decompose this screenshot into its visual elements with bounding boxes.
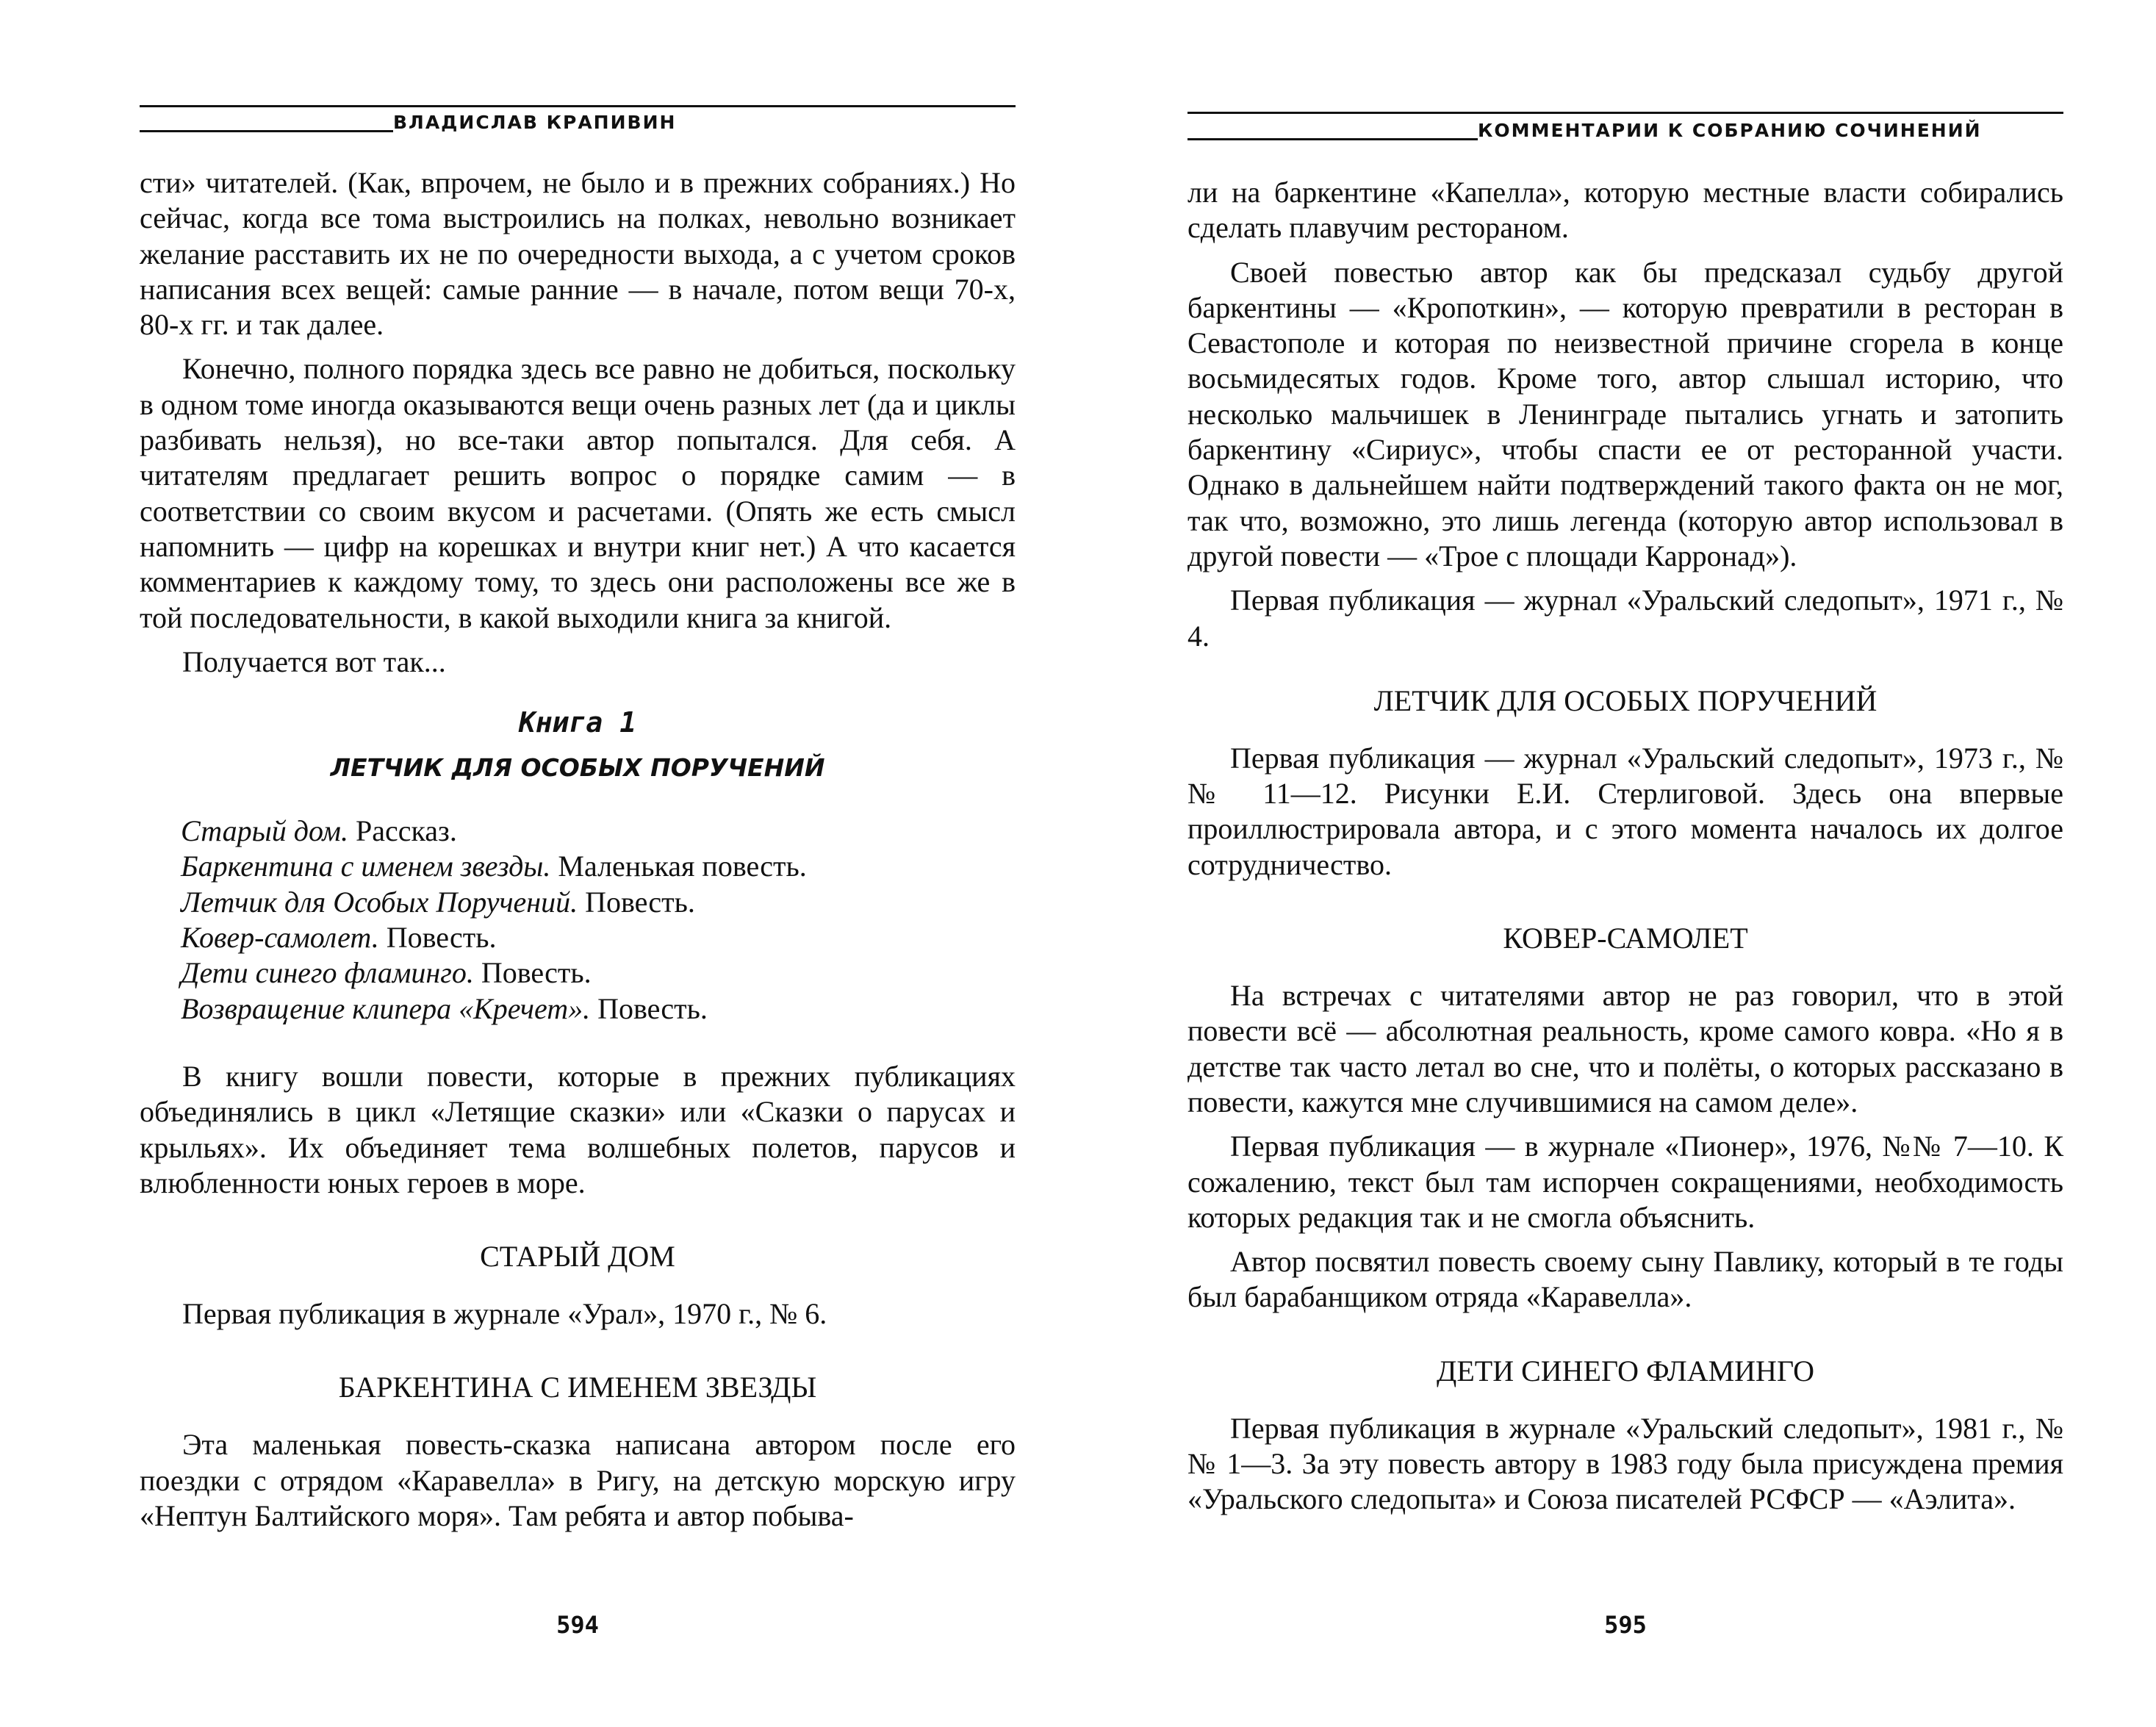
book-subtitle: ЛЕТЧИК ДЛЯ ОСОБЫХ ПОРУЧЕНИЙ <box>330 753 825 783</box>
contents-item <box>181 814 1016 849</box>
contents-item <box>181 849 1016 884</box>
contents-work-title: Летчик для Особых Поручений. <box>181 885 578 919</box>
paragraph: Первая публикация в журнале «Урал», 1970 г., № 6. <box>182 1297 827 1331</box>
contents-genre: Повесть. <box>585 885 695 919</box>
section-title: КОВЕР-САМОЛЕТ <box>1503 922 1748 955</box>
running-header-title: КОММЕНТАРИИ К СОБРАНИЮ СОЧИНЕНИЙ <box>1478 120 1982 141</box>
contents-genre: Повесть. <box>481 956 592 990</box>
paragraph: Автор посвятил повесть своему сыну Павлику, который в те годы был барабанщиком отряда «Каравелла». <box>1187 1245 2063 1314</box>
paragraph: Первая публикация — журнал «Уральский следопыт», 1971 г., № 4. <box>1187 584 2063 653</box>
contents-work-title: Ковер-самолет. <box>181 921 379 955</box>
contents-item <box>181 920 1016 955</box>
contents-work-title: Дети синего фламинго. <box>181 956 474 990</box>
running-header <box>1187 120 2063 146</box>
header-rule <box>140 130 393 132</box>
contents-item <box>181 955 1016 991</box>
paragraph: Конечно, полного порядка здесь все равно не добиться, поскольку в одном томе иногда оказываются вещи очень разных лет (да и циклы разбивать нельзя), но все-таки автор попытался. Для себя. А читателям предлагает решить вопрос о порядке самим — в соответствии со своим вкусом и расчетами. (Опять же есть смысл напомнить — цифр на корешках и внутри книг нет.) А что касается комментариев к каждому тому, то здесь они расположены все же в той последовательности, в какой выходили книга за книгой. <box>140 352 1016 634</box>
contents-genre: Маленькая повесть. <box>558 850 807 883</box>
page-number: 594 <box>556 1611 599 1639</box>
book-title: Книга 1 <box>518 706 637 739</box>
contents-work-title: Баркентина с именем звезды. <box>181 850 551 883</box>
contents-item <box>181 885 1016 920</box>
paragraph: Первая публикация в журнале «Уральский следопыт», 1981 г., №№ 1—3. За эту повесть автору в 1983 году была присуждена премия «Уральского следопыта» и Союза писателей РСФСР — «Аэлита». <box>1187 1411 2063 1516</box>
header-top-rule <box>1187 112 2063 114</box>
header-top-rule <box>140 105 1016 107</box>
contents-genre: Повесть. <box>386 921 497 955</box>
header-rule <box>1187 138 1478 140</box>
running-header-author: ВЛАДИСЛАВ КРАПИВИН <box>393 112 677 133</box>
left-page-body <box>140 165 1016 1534</box>
contents-genre: Повесть. <box>597 991 708 1025</box>
right-page-body <box>1187 175 2063 1518</box>
paragraph: На встречах с читателями автор не раз говорил, что в этой повести всё — абсолютная реальность, кроме самого ковра. «Но я в детстве так часто летал во сне, что и полёты, о которых рассказано в повести, кажутся мне случившимися на самом деле». <box>1187 979 2063 1119</box>
running-header <box>140 112 1016 138</box>
section-title: ДЕТИ СИНЕГО ФЛАМИНГО <box>1437 1354 1814 1387</box>
contents-work-title: Старый дом. <box>181 814 348 848</box>
contents-item <box>181 991 1016 1027</box>
section-title: ЛЕТЧИК ДЛЯ ОСОБЫХ ПОРУЧЕНИЙ <box>1373 683 1877 717</box>
paragraph: Эта маленькая повесть-сказка написана автором после его поездки с отрядом «Каравелла» в Ригу, на детскую морскую игру «Нептун Балтийского моря». Там ребята и автор побыва- <box>140 1428 1016 1533</box>
paragraph: ли на баркентине «Капелла», которую местные власти собирались сделать плавучим рестораном. <box>1187 176 2063 245</box>
paragraph: Своей повестью автор как бы предсказал судьбу другой баркентины — «Кропоткин», — которую превратили в ресторан в Севастополе и которая по неизвестной причине сгорела в конце восьмидесятых годов. Кроме того, автор слышал историю, что несколько мальчишек в Ленинграде пытались угнать и затопить баркентину «Сириус», чтобы спасти ее от ресторанной участи. Однако в дальнейшем найти подтверждений такого факта он не мог, так что, возможно, это лишь легенда (которую автор использовал в другой повести — «Трое с площади Карронад»). <box>1187 255 2063 572</box>
page-number: 595 <box>1604 1611 1647 1639</box>
paragraph: В книгу вошли повести, которые в прежних публикациях объединялись в цикл «Летящие сказки» или «Сказки о парусах и крыльях». Их объединяет тема волшебных полетов, парусов и влюбленности юных героев в море. <box>140 1059 1016 1199</box>
section-title: БАРКЕНТИНА С ИМЕНЕМ ЗВЕЗДЫ <box>338 1371 817 1404</box>
book-contents-list <box>140 814 1016 1027</box>
section-title: СТАРЫЙ ДОМ <box>480 1240 675 1274</box>
contents-genre: Рассказ. <box>355 814 457 848</box>
paragraph: Первая публикация — журнал «Уральский следопыт», 1973 г., №№ 11—12. Рисунки Е.И. Стерлиговой. Здесь она впервые проиллюстрировала автора, и с этого момента началось их долгое сотрудничество. <box>1187 741 2063 881</box>
contents-work-title: Возвращение клипера «Кречет». <box>181 991 591 1025</box>
paragraph: сти» читателей. (Как, впрочем, не было и в прежних собраниях.) Но сейчас, когда все тома выстроились на полках, невольно возникает желание расставить их не по очередности выхода, а с учетом сроков написания всех вещей: самые ранние — в начале, потом вещи 70-х, 80-х гг. и так далее. <box>140 166 1016 342</box>
paragraph: Первая публикация — в журнале «Пионер», 1976, №№ 7—10. К сожалению, текст был там испорчен сокращениями, необходимость которых редакция так и не смогла объяснить. <box>1187 1130 2063 1234</box>
paragraph: Получается вот так... <box>182 645 446 678</box>
